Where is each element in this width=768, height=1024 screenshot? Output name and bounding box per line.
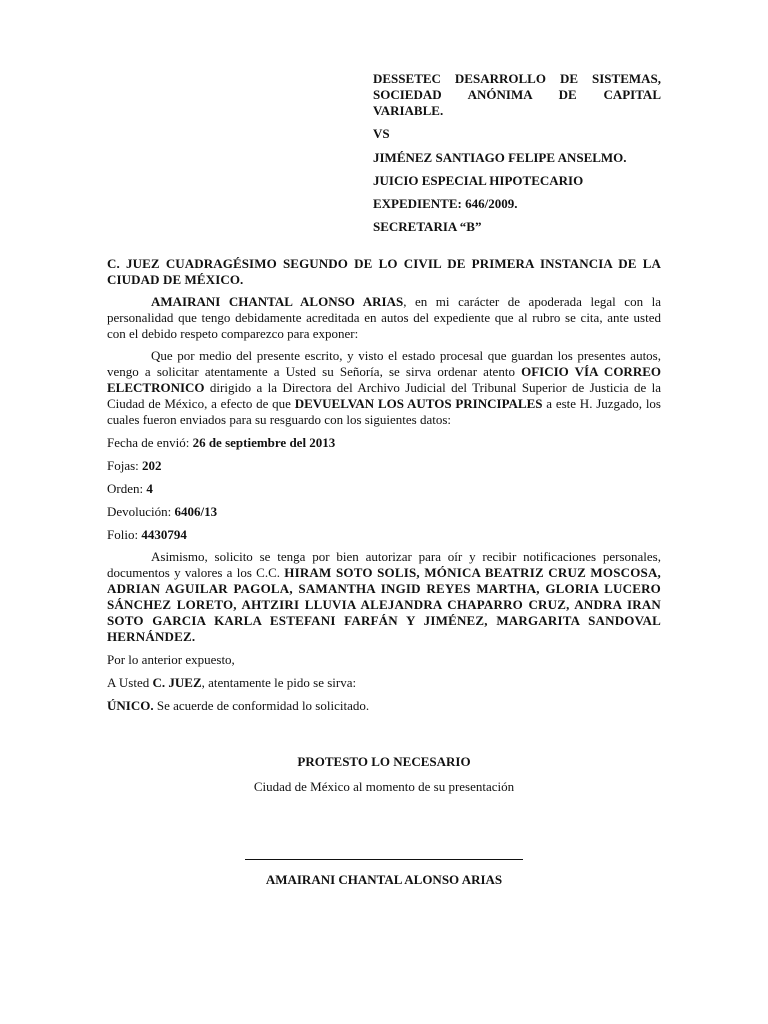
place-date-line: Ciudad de México al momento de su presentación bbox=[253, 779, 515, 794]
signature-name: AMAIRANI CHANTAL ALONSO ARIAS bbox=[265, 872, 503, 887]
field-label: Folio: bbox=[107, 527, 142, 542]
unico-line bbox=[107, 698, 661, 714]
field-label: Fecha de envió: bbox=[107, 435, 193, 450]
field-label: Devolución: bbox=[107, 504, 175, 519]
secretaria-label: SECRETARIA “B” bbox=[373, 219, 482, 234]
defendant-name: JIMÉNEZ SANTIAGO FELIPE ANSELMO. bbox=[373, 150, 627, 165]
request-bold-2: DEVUELVAN LOS AUTOS PRINCIPALES bbox=[294, 396, 543, 411]
request-text-2: dirigido a la Directora del Archivo Judicial del Tribunal Superior de Justicia de la Ciudad de México, a efecto de que bbox=[107, 380, 661, 411]
addressee: C. JUEZ CUADRAGÉSIMO SEGUNDO DE LO CIVIL DE PRIMERA INSTANCIA DE LA CIUDAD DE MÉXICO. bbox=[107, 256, 661, 287]
field-fojas bbox=[107, 458, 661, 474]
field-value: 4430794 bbox=[141, 527, 187, 542]
request-bold-1: OFICIO VÍA CORREO ELECTRONICO bbox=[107, 364, 661, 395]
petitioner-name: AMAIRANI CHANTAL ALONSO ARIAS bbox=[151, 294, 404, 309]
trial-type: JUICIO ESPECIAL HIPOTECARIO bbox=[373, 173, 584, 188]
field-devolucion bbox=[107, 504, 661, 520]
unico-label: ÚNICO. bbox=[107, 698, 154, 713]
request-text-3: a este H. Juzgado, los cuales fueron enviados para su resguardo con los siguientes datos: bbox=[107, 396, 661, 427]
petition-line bbox=[107, 675, 661, 691]
plaintiff-name: DESSETEC DESARROLLO DE SISTEMAS, SOCIEDAD ANÓNIMA DE CAPITAL VARIABLE. bbox=[373, 71, 661, 118]
field-value: 6406/13 bbox=[174, 504, 218, 519]
petition-judge: C. JUEZ bbox=[152, 675, 202, 690]
request-paragraph bbox=[107, 348, 661, 428]
field-orden bbox=[107, 481, 661, 497]
authorization-paragraph bbox=[107, 549, 661, 645]
petition-post: , atentamente le pido se sirva: bbox=[201, 675, 357, 690]
signature-line bbox=[245, 859, 523, 860]
petition-pre: A Usted bbox=[107, 675, 153, 690]
authorization-text: Asimismo, solicito se tenga por bien autorizar para oír y recibir notificaciones personales, documentos y valores a los C.C. bbox=[107, 549, 661, 580]
request-text-1: Que por medio del presente escrito, y visto el estado procesal que guardan los presentes autos, vengo a solicitar atentamente a Usted su Señoría, se sirva ordenar atento bbox=[107, 348, 661, 379]
document-body bbox=[107, 256, 661, 714]
intro-paragraph bbox=[107, 294, 661, 342]
protesto-heading: PROTESTO LO NECESARIO bbox=[297, 754, 471, 769]
intro-text: , en mi carácter de apoderada legal con la personalidad que tengo debidamente acreditada en autos del expediente que al rubro se cita, ante usted con el debido respeto comparezco para exponer: bbox=[107, 294, 661, 341]
field-value: 202 bbox=[142, 458, 162, 473]
authorized-names: HIRAM SOTO SOLIS, MÓNICA BEATRIZ CRUZ MOSCOSA, ADRIAN AGUILAR PAGOLA, SAMANTHA INGID REYES MARTHA, GLORIA LUCERO SÁNCHEZ LORETO, AHTZIRI LLUVIA ALEJANDRA CHAPARRO CRUZ, ANDRA IRAN SOTO GARCIA KARLA ESTEFANI FARFÁN Y JIMÉNEZ, MARGARITA SANDOVAL HERNÁNDEZ. bbox=[107, 565, 661, 644]
field-value: 26 de septiembre del 2013 bbox=[192, 435, 336, 450]
field-folio bbox=[107, 527, 661, 543]
versus-label: VS bbox=[373, 126, 390, 141]
field-value: 4 bbox=[146, 481, 153, 496]
expuesto-line: Por lo anterior expuesto, bbox=[107, 652, 235, 667]
field-fecha bbox=[107, 435, 661, 451]
case-header bbox=[373, 71, 661, 235]
field-label: Fojas: bbox=[107, 458, 143, 473]
expediente-number: EXPEDIENTE: 646/2009. bbox=[373, 196, 518, 211]
unico-text: Se acuerde de conformidad lo solicitado. bbox=[153, 698, 370, 713]
field-label: Orden: bbox=[107, 481, 147, 496]
